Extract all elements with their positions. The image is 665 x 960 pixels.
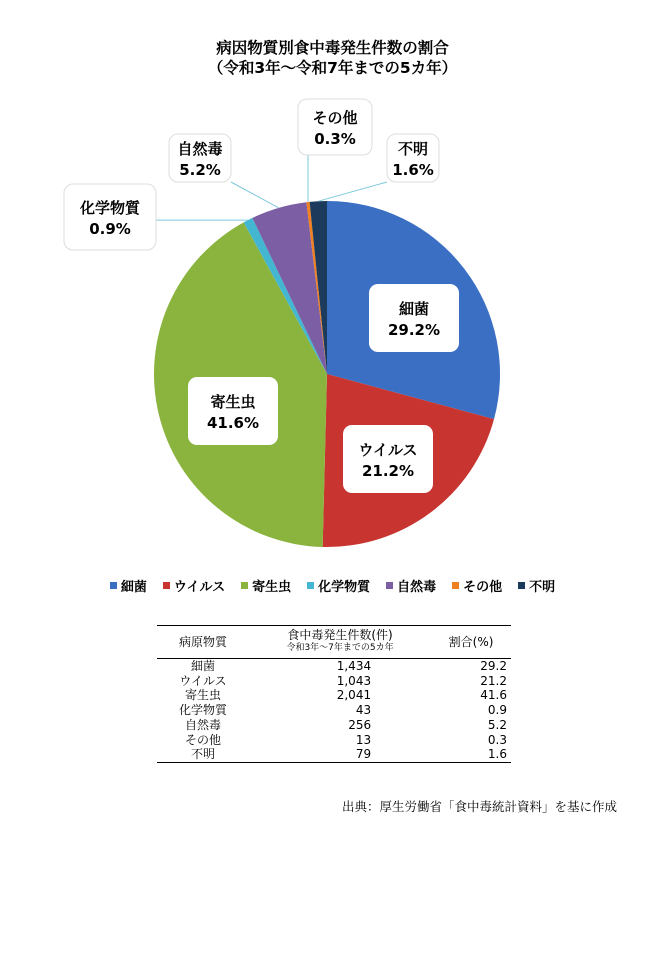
cell-ratio: 41.6: [480, 688, 507, 703]
header-ratio: 割合(%): [431, 626, 511, 659]
legend-swatch: [518, 582, 525, 589]
cell-ratio: 0.3: [487, 732, 507, 747]
cell-category: 細菌: [190, 659, 215, 673]
data-label-value: 5.2%: [179, 161, 221, 179]
data-label-category: 不明: [397, 140, 429, 158]
legend-item: [518, 576, 555, 595]
cell-count: 79: [249, 747, 431, 762]
header-count-sub: 令和3年～7年までの5カ年: [286, 643, 394, 653]
header-category: 病原物質: [157, 626, 249, 659]
table-row: [157, 703, 511, 718]
legend-item: [386, 576, 436, 595]
legend-item: [452, 576, 502, 595]
legend-item: [307, 576, 370, 595]
cell-count: 256: [348, 717, 372, 732]
data-label-box: [369, 284, 459, 352]
data-label-category: 自然毒: [177, 140, 223, 158]
legend-swatch: [307, 582, 314, 589]
legend-item: [163, 576, 225, 595]
cell-category: 自然毒: [184, 717, 221, 732]
table-row: [157, 733, 511, 748]
header-count: [249, 626, 431, 659]
data-label-value: 41.6%: [206, 414, 260, 432]
data-label-value: 0.9%: [89, 220, 131, 238]
legend-label: 寄生虫: [252, 580, 292, 595]
cell-count: 2,041: [336, 688, 372, 703]
chart-title: [0, 38, 665, 78]
cell-category: 不明: [157, 747, 249, 762]
data-label-box: [343, 425, 433, 493]
data-label-category: 細菌: [398, 300, 430, 318]
cell-category: 化学物質: [178, 703, 227, 718]
data-label-category: ウイルス: [358, 441, 418, 459]
table-row: [157, 674, 511, 689]
cell-ratio: 29.2: [480, 659, 507, 673]
cell-ratio: 21.2: [480, 673, 507, 688]
cell-category: その他: [184, 732, 221, 747]
data-table: [157, 625, 511, 763]
data-label-value: 29.2%: [387, 321, 441, 339]
legend-swatch: [110, 582, 117, 589]
legend-swatch: [163, 582, 170, 589]
cell-count: 43: [355, 703, 372, 718]
cell-category: 寄生虫: [184, 688, 221, 703]
data-label-category: 寄生虫: [210, 393, 256, 411]
legend-label: 化学物質: [318, 580, 371, 595]
data-label-value: 0.3%: [314, 130, 356, 148]
leader-line: [231, 182, 279, 208]
chart-title-line2: （令和3年～令和7年までの5カ年）: [207, 59, 458, 77]
pie-slices: [154, 201, 500, 547]
table-row: [157, 688, 511, 703]
header-count-label: 食中毒発生件数(件): [287, 628, 393, 642]
legend-item: [241, 576, 291, 595]
data-label-box: [64, 184, 156, 250]
cell-ratio: 5.2: [487, 717, 507, 732]
data-label-category: 化学物質: [79, 199, 141, 217]
cell-count: 13: [355, 732, 372, 747]
table-row: [157, 659, 511, 674]
cell-ratio: 1.6: [431, 747, 511, 762]
pie-chart: [0, 85, 665, 605]
table-row: [157, 747, 511, 762]
table-header-row: [157, 626, 511, 659]
data-label-box: [188, 377, 278, 445]
legend-label: 細菌: [120, 580, 147, 595]
legend-item: [110, 576, 147, 595]
data-label-category: その他: [312, 109, 358, 127]
legend-label: 不明: [529, 580, 556, 595]
cell-category: ウイルス: [179, 673, 227, 688]
cell-ratio: 0.9: [487, 703, 507, 718]
chart-legend: [0, 576, 665, 595]
source-note: 出典：厚生労働省「食中毒統計資料」を基に作成: [341, 799, 617, 814]
data-label-value: 21.2%: [361, 462, 415, 480]
legend-label: その他: [463, 580, 503, 595]
legend-swatch: [241, 582, 248, 589]
cell-count: 1,043: [336, 673, 372, 688]
legend-swatch: [452, 582, 459, 589]
legend-label: ウイルス: [173, 580, 226, 595]
data-label-value: 1.6%: [392, 161, 434, 179]
legend-swatch: [386, 582, 393, 589]
cell-count: 1,434: [336, 659, 372, 673]
legend-label: 自然毒: [397, 580, 437, 595]
chart-title-line1: 病因物質別食中毒発生件数の割合: [216, 39, 449, 57]
leader-line: [318, 182, 387, 201]
table-row: [157, 718, 511, 733]
